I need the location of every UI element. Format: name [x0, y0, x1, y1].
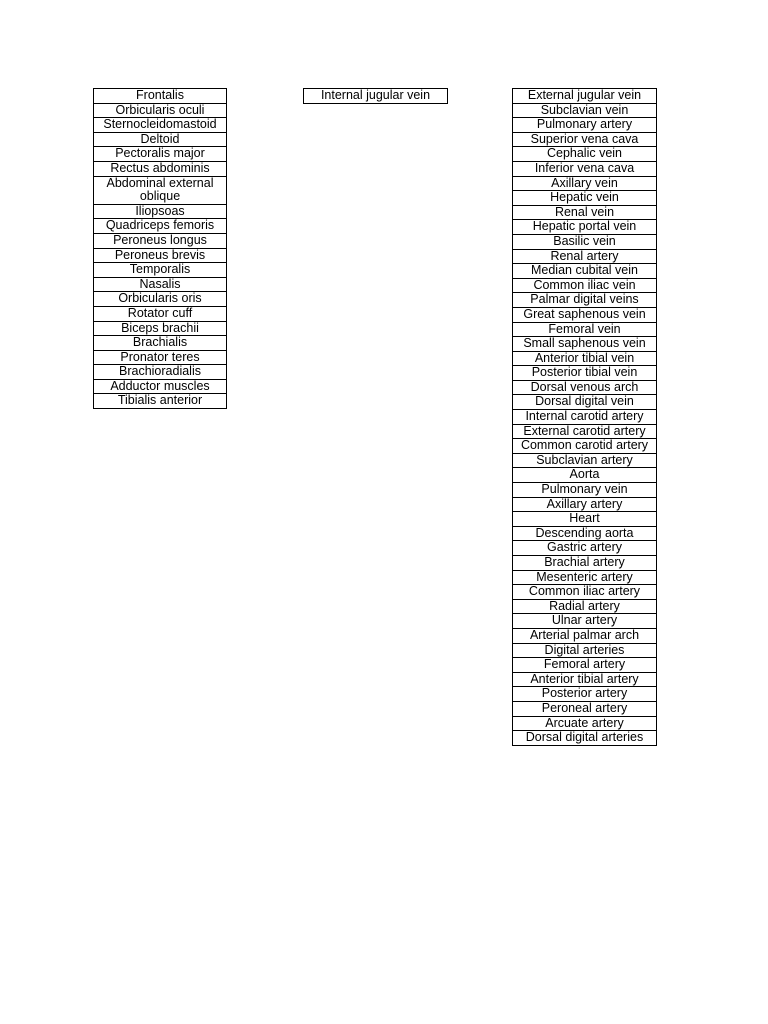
muscle-row [94, 277, 227, 292]
vessel-row [513, 483, 657, 498]
muscle-row [94, 248, 227, 263]
vessel-cell: Cephalic vein [513, 147, 657, 162]
vessel-row [513, 103, 657, 118]
vessel-row [513, 249, 657, 264]
vessel-row [513, 410, 657, 425]
muscle-cell: Temporalis [94, 263, 227, 278]
muscle-row [94, 336, 227, 351]
vessel-row [513, 278, 657, 293]
vessel-cell: Common iliac vein [513, 278, 657, 293]
vessel-cell: Subclavian artery [513, 453, 657, 468]
muscle-cell: Tibialis anterior [94, 394, 227, 409]
vessel-row [513, 453, 657, 468]
vessel-cell: Renal vein [513, 205, 657, 220]
vessel-cell: Small saphenous vein [513, 337, 657, 352]
vessel-cell: Digital arteries [513, 643, 657, 658]
vessel-row [513, 205, 657, 220]
muscle-row [94, 132, 227, 147]
vessel-row [513, 541, 657, 556]
vessel-row [513, 220, 657, 235]
vessel-row [513, 351, 657, 366]
muscle-row [94, 394, 227, 409]
muscle-row [94, 233, 227, 248]
muscle-row [94, 118, 227, 133]
muscle-cell: Deltoid [94, 132, 227, 147]
vessel-cell: Hepatic vein [513, 191, 657, 206]
vessel-row [513, 658, 657, 673]
vessel-row [513, 337, 657, 352]
vessel-cell: Hepatic portal vein [513, 220, 657, 235]
vessel-row [513, 132, 657, 147]
muscle-row [94, 306, 227, 321]
vessel-cell: Ulnar artery [513, 614, 657, 629]
vessel-row [513, 614, 657, 629]
muscles-list-body [94, 89, 227, 409]
vessel-row [513, 497, 657, 512]
vessel-cell: Dorsal venous arch [513, 380, 657, 395]
muscle-cell: Peroneus brevis [94, 248, 227, 263]
vessel-cell: Anterior tibial vein [513, 351, 657, 366]
blood-vessels-list [512, 88, 657, 746]
vessel-cell: Aorta [513, 468, 657, 483]
muscle-cell: Biceps brachii [94, 321, 227, 336]
vessel-cell: Arterial palmar arch [513, 628, 657, 643]
vessel-cell: Subclavian vein [513, 103, 657, 118]
muscle-row [94, 176, 227, 204]
vessel-row [513, 395, 657, 410]
blood-vessels-list-body [513, 89, 657, 746]
vessel-row [513, 380, 657, 395]
vessel-cell: Axillary artery [513, 497, 657, 512]
vessel-row [513, 731, 657, 746]
vessel-cell: Internal carotid artery [513, 410, 657, 425]
vessel-cell: Gastric artery [513, 541, 657, 556]
vessel-cell: Median cubital vein [513, 264, 657, 279]
muscle-cell: Iliopsoas [94, 204, 227, 219]
muscle-cell: Brachialis [94, 336, 227, 351]
vessel-cell: Brachial artery [513, 556, 657, 571]
vessel-row [513, 161, 657, 176]
muscle-row [94, 147, 227, 162]
vessel-row [513, 570, 657, 585]
vein-cell: Internal jugular vein [304, 89, 448, 104]
muscle-cell: Orbicularis oculi [94, 103, 227, 118]
vessel-row [513, 512, 657, 527]
muscle-cell: Nasalis [94, 277, 227, 292]
vessel-row [513, 439, 657, 454]
vessel-row [513, 234, 657, 249]
muscle-row [94, 161, 227, 176]
vessel-cell: External carotid artery [513, 424, 657, 439]
vessel-cell: Common carotid artery [513, 439, 657, 454]
vessel-row [513, 176, 657, 191]
vessel-row [513, 191, 657, 206]
vessel-cell: Renal artery [513, 249, 657, 264]
muscle-row [94, 89, 227, 104]
muscle-row [94, 263, 227, 278]
vessel-cell: Mesenteric artery [513, 570, 657, 585]
muscle-row [94, 219, 227, 234]
vessel-row [513, 526, 657, 541]
vessel-cell: Palmar digital veins [513, 293, 657, 308]
vessel-row [513, 701, 657, 716]
vessel-cell: Anterior tibial artery [513, 672, 657, 687]
vessel-cell: Dorsal digital vein [513, 395, 657, 410]
muscle-row [94, 365, 227, 380]
vessel-row [513, 307, 657, 322]
vessel-cell: Radial artery [513, 599, 657, 614]
muscle-cell: Abdominal external oblique [94, 176, 227, 204]
vessel-row [513, 599, 657, 614]
muscle-cell: Pectoralis major [94, 147, 227, 162]
vessel-row [513, 468, 657, 483]
muscle-cell: Pronator teres [94, 350, 227, 365]
muscle-row [94, 204, 227, 219]
vessel-row [513, 89, 657, 104]
vessel-cell: Great saphenous vein [513, 307, 657, 322]
muscle-cell: Peroneus longus [94, 233, 227, 248]
vessel-row [513, 643, 657, 658]
internal-jugular-list-body [304, 89, 448, 104]
muscle-cell: Adductor muscles [94, 379, 227, 394]
vessel-cell: Femoral vein [513, 322, 657, 337]
vessel-row [513, 716, 657, 731]
vessel-cell: Dorsal digital arteries [513, 731, 657, 746]
muscle-cell: Frontalis [94, 89, 227, 104]
vessel-cell: Arcuate artery [513, 716, 657, 731]
vessel-row [513, 366, 657, 381]
vessel-row [513, 628, 657, 643]
vessel-cell: Descending aorta [513, 526, 657, 541]
vessel-cell: Basilic vein [513, 234, 657, 249]
vessel-row [513, 118, 657, 133]
vessel-row [513, 672, 657, 687]
vessel-cell: Posterior artery [513, 687, 657, 702]
vessel-row [513, 424, 657, 439]
muscle-cell: Quadriceps femoris [94, 219, 227, 234]
vessel-cell: Posterior tibial vein [513, 366, 657, 381]
vessel-row [513, 293, 657, 308]
vessel-row [513, 147, 657, 162]
vessel-cell: External jugular vein [513, 89, 657, 104]
vessel-cell: Superior vena cava [513, 132, 657, 147]
muscle-row [94, 321, 227, 336]
muscle-cell: Orbicularis oris [94, 292, 227, 307]
internal-jugular-list [303, 88, 448, 104]
vessel-cell: Heart [513, 512, 657, 527]
vein-row [304, 89, 448, 104]
muscle-row [94, 350, 227, 365]
vessel-cell: Common iliac artery [513, 585, 657, 600]
vessel-row [513, 556, 657, 571]
muscles-list [93, 88, 227, 409]
vessel-cell: Femoral artery [513, 658, 657, 673]
vessel-cell: Peroneal artery [513, 701, 657, 716]
vessel-cell: Inferior vena cava [513, 161, 657, 176]
muscle-cell: Rectus abdominis [94, 161, 227, 176]
vessel-cell: Pulmonary artery [513, 118, 657, 133]
vessel-row [513, 585, 657, 600]
vessel-cell: Axillary vein [513, 176, 657, 191]
vessel-row [513, 264, 657, 279]
muscle-row [94, 292, 227, 307]
muscle-cell: Sternocleidomastoid [94, 118, 227, 133]
muscle-cell: Brachioradialis [94, 365, 227, 380]
muscle-cell: Rotator cuff [94, 306, 227, 321]
vessel-row [513, 322, 657, 337]
vessel-row [513, 687, 657, 702]
muscle-row [94, 103, 227, 118]
vessel-cell: Pulmonary vein [513, 483, 657, 498]
muscle-row [94, 379, 227, 394]
